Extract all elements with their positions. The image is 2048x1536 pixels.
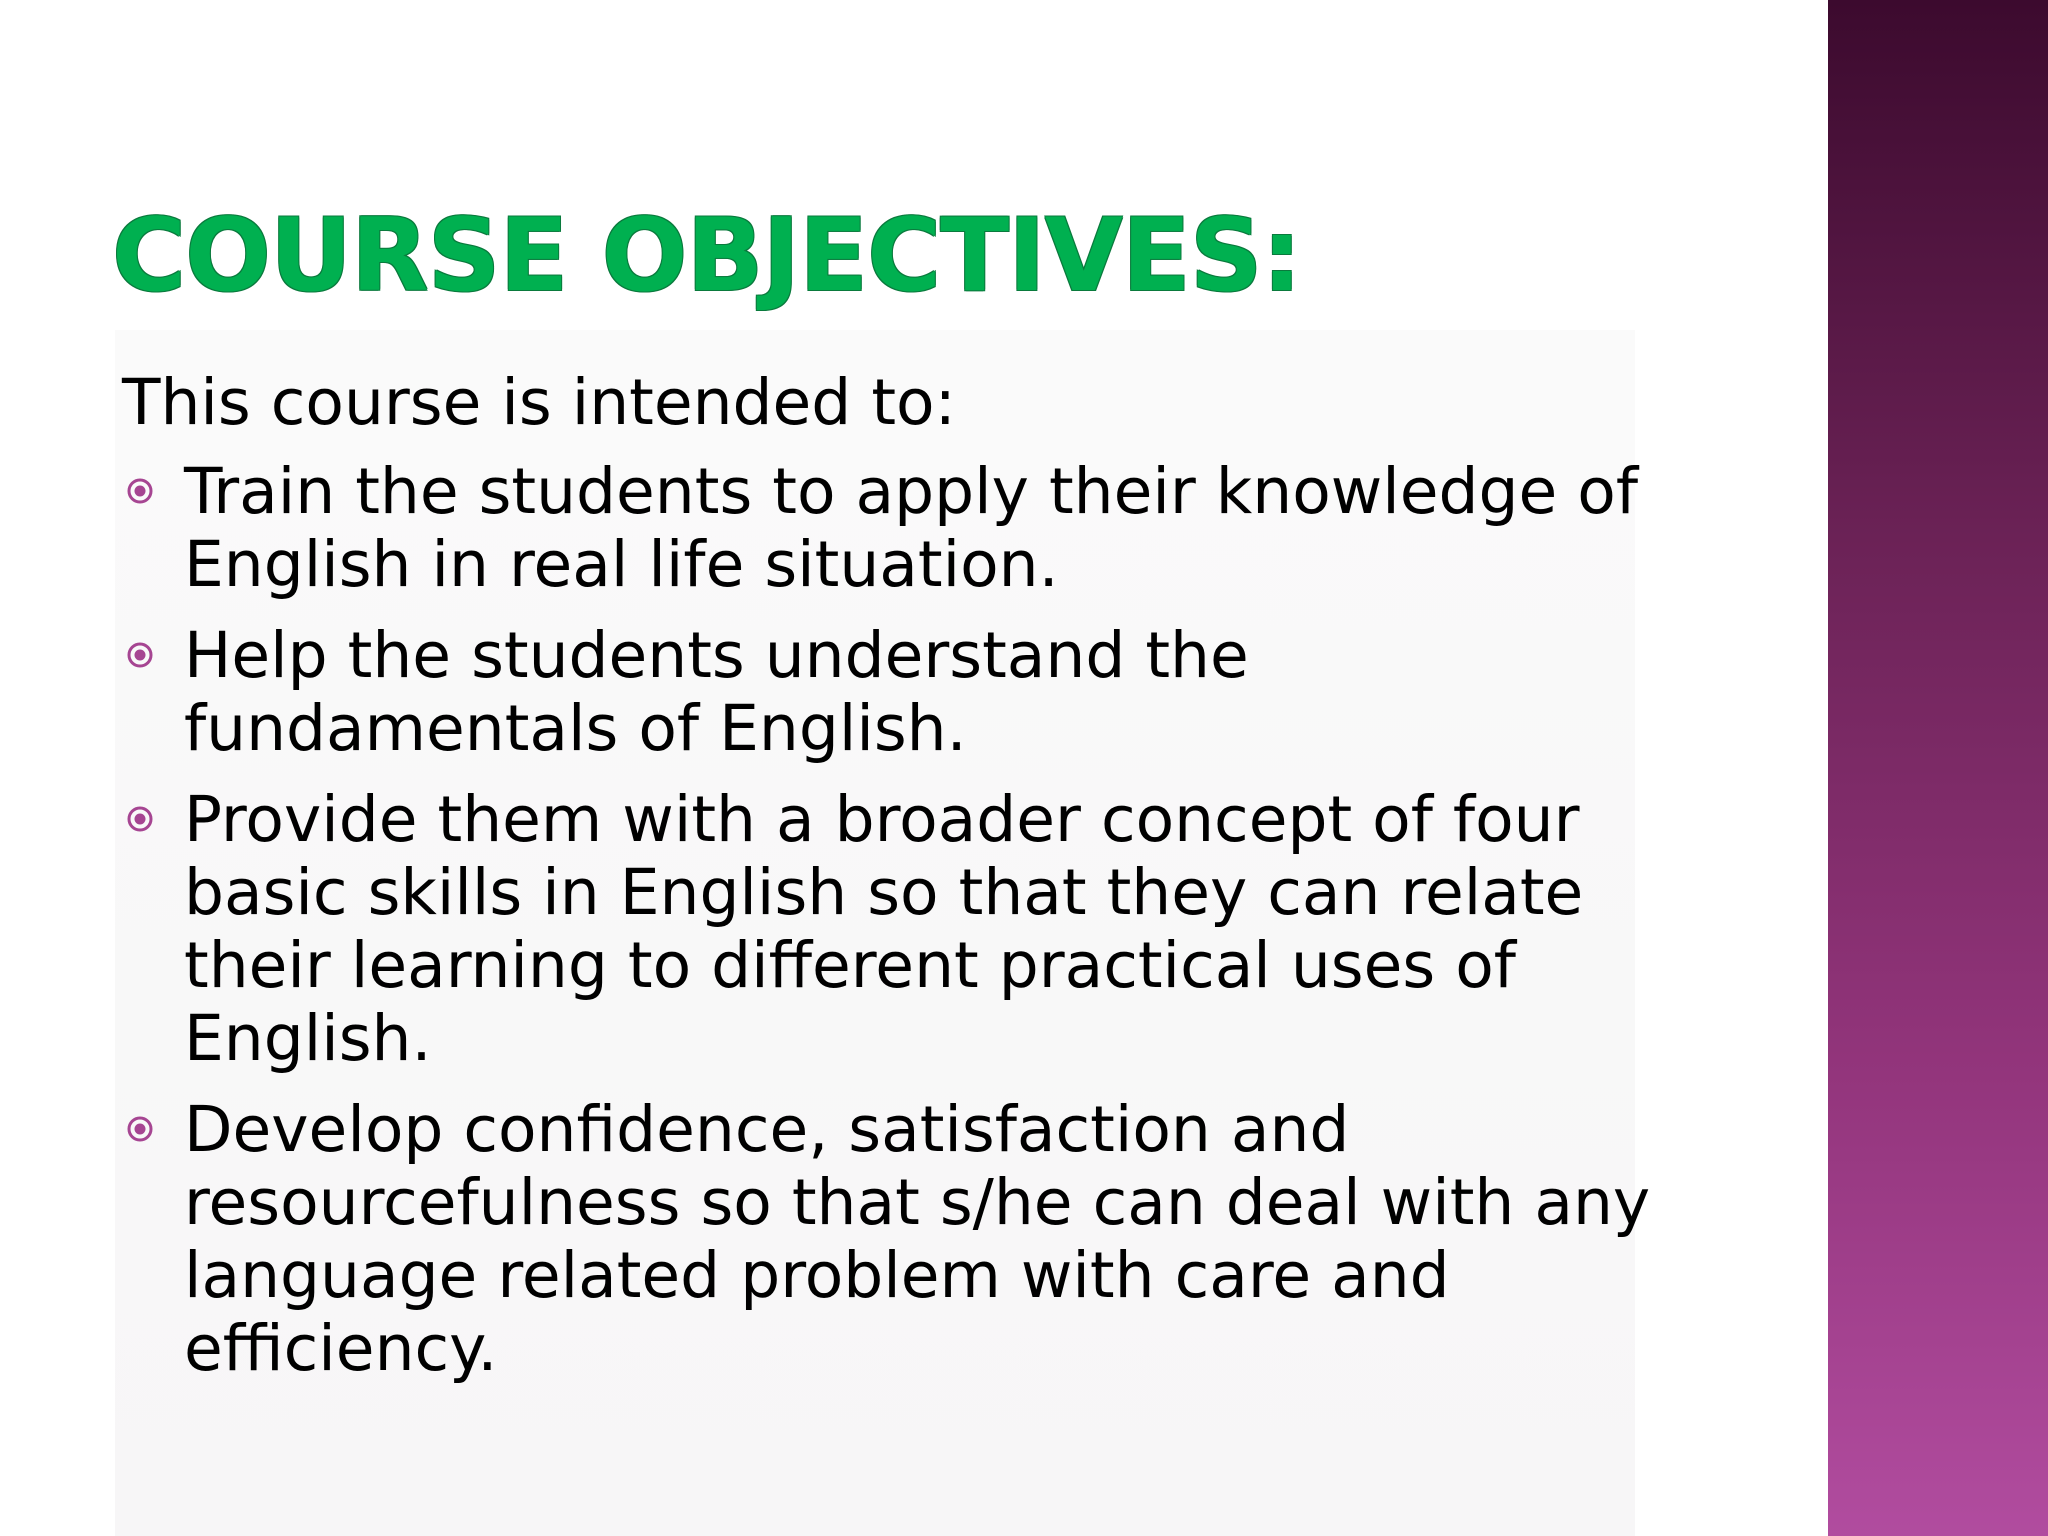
circled-dot-icon (126, 641, 154, 669)
list-item (122, 455, 1662, 601)
decorative-side-band (1828, 0, 2048, 1536)
list-item (122, 1093, 1662, 1385)
circled-dot-icon (126, 1115, 154, 1143)
intro-text: This course is intended to: (122, 366, 956, 439)
slide-body (122, 366, 1662, 1403)
circled-dot-icon (126, 477, 154, 505)
list-item (122, 619, 1662, 765)
circled-dot-icon (126, 805, 154, 833)
bullet-text: Develop confidence, satisfaction and resourcefulness so that s/he can deal with any language related problem with care and efficiency. (184, 1093, 1651, 1385)
bullet-text: Help the students understand the fundamentals of English. (184, 619, 1249, 765)
bullet-text: Provide them with a broader concept of four basic skills in English so that they can relate their learning to different practical uses of English. (184, 783, 1584, 1075)
objectives-list (122, 455, 1662, 1385)
bullet-text: Train the students to apply their knowledge of English in real life situation. (184, 455, 1639, 601)
list-item (122, 783, 1662, 1075)
slide-title: COURSE OBJECTIVES: (112, 196, 1301, 314)
